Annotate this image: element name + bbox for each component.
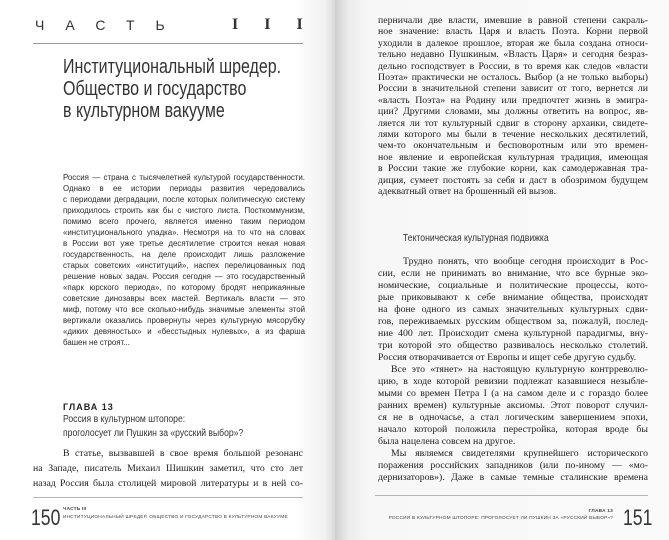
page-number: 151 [623, 505, 653, 530]
part-label: ЧАСТЬ [35, 17, 186, 33]
text-line: государственность, на деле происходит лишь разложение [63, 250, 305, 259]
footer-rule [33, 497, 303, 498]
text-line: гов, переживаемых русским обществом за, пожалуй, послед- [378, 316, 648, 327]
text-line: в России такие же глубокие корни, как самодержавная тра- [378, 163, 648, 175]
text-line: три которой это общество развивалось несколько столетий. [378, 340, 648, 351]
right-page [335, 0, 669, 540]
text-line: адекватный ответ на брошенный ей вызов. [378, 186, 557, 198]
chapter-body-text [33, 446, 303, 491]
section-body-text [378, 256, 648, 484]
text-line: советские динозавры всех мастей. Вертикаль власти — это [63, 294, 305, 303]
text-line: «институционального упадка». Несмотря на то что на словах [63, 228, 305, 237]
text-line: перничали две власти, имевшие в равной степени сакраль- [378, 15, 648, 26]
text-line: начало которой положила перестройка, которая вроде бы [378, 424, 648, 435]
text-line: на Западе, писатель Михаил Шишкин заметил, что сто лет [33, 463, 303, 474]
page-number: 150 [31, 505, 61, 530]
text-line: решение новых задач. Россия сегодня — это государственный [63, 272, 305, 281]
text-line: вертикали оказались провернуты через культурную мясорубку [63, 316, 305, 325]
text-line: Трудно понять, что вообще сегодня происходит в Рос- [403, 256, 648, 267]
text-line: ляется ли тот культурный сдвиг в сторону архаики, свидете- [378, 117, 648, 129]
text-line: Россия отворачивается от Европы и ищет себе другую судьбу. [378, 352, 637, 363]
text-line: рые приковывают к себе внимание общества, происходят [378, 292, 648, 303]
running-head-chapter: ГЛАВА 13 [588, 509, 613, 514]
text-line: мыми со времен Петра I (а на самом деле и с гораздо более [378, 388, 648, 399]
text-line: Мы являемся свидетелями крупнейшего исторического [391, 448, 648, 459]
text-line: России в значительной степени зависит от того, вернется ли [378, 83, 648, 95]
part-title [63, 56, 281, 122]
text-line: была нацелена совсем на другое. [378, 436, 516, 447]
text-line: уходили в далекое прошлое, вторая же была создана относи- [378, 37, 648, 49]
part-title-line: Институциональный шредер. [63, 56, 282, 78]
text-line: дельно господствует в России, в то время как следов «власти [378, 60, 648, 72]
chapter-label: ГЛАВА 13 [63, 402, 114, 412]
part-title-line: в культурном вакууме [63, 100, 225, 122]
section-subheading: Тектоническая культурная подвижка [403, 232, 549, 244]
text-line: «парк юрского периода», по которому бродят неприкаянные [63, 283, 305, 292]
text-line: чем-то окончательным и бесповоротным или это времен- [378, 140, 648, 152]
text-line: назад Россия была столицей мировой литературы и в ней со- [33, 478, 303, 489]
text-line: диция, сумеет постоять за себя и даст в обозримом будущем [378, 174, 648, 186]
text-line: ся не в одночасье, а стал логическим завершением эпохи, [378, 412, 648, 423]
text-line: Все это «тянет» на настоящую культурную контрреволю- [391, 364, 648, 375]
text-line: помимо всего прочего, является именно таким периодом [63, 217, 305, 226]
text-line: старых советских «институций», наспех перелицованных под [63, 261, 305, 270]
text-line: цию, в ходе которой ревизии подлежат казавшиеся незыбле- [378, 376, 648, 387]
text-line: приходилось строить как бы с чистого листа. Посткоммунизм, [63, 206, 305, 215]
text-line: «диких девяностых» и «бесстыдных нулевых», а из фарша [63, 327, 305, 336]
text-line: «власть Поэта» на Родину или предпочтет жизнь в эмигра- [378, 94, 648, 106]
text-line: номические, социальные и политические процессы, кото- [378, 280, 648, 291]
text-line: Поэта» практически не осталось. Выбор (а не только выборы) [378, 72, 648, 84]
header-rule [33, 43, 303, 44]
part-number: III [232, 16, 329, 33]
running-head-part: ЧАСТЬ III [63, 507, 87, 512]
text-line: поражения российских западников (или по-иному — «мо- [378, 460, 648, 471]
text-line: сии, если не принимать во внимание, что все бурные эко- [378, 268, 648, 279]
text-line: Однако в ее истории периоды развития чередовались [63, 184, 305, 193]
text-line: ное значение: власть Царя и власть Поэта. Корни первой [378, 26, 648, 38]
part-introduction [63, 172, 305, 348]
text-line: на фоне одного из самых значительных культурных сдви- [378, 304, 648, 315]
text-line: лями которого мы были в течение нескольких десятилетий, [378, 129, 648, 141]
text-line: ранних времен) культурные аксиомы. Этот поворот случил- [378, 400, 648, 411]
text-line: с периодами деградации, после которых политическую систему [63, 195, 305, 204]
running-head-title: РОССИЯ В КУЛЬТУРНОМ ШТОПОРЕ: ПРОГОЛОСУЕТ ЛИ ПУШКИН ЗА «РУССКИЙ ВЫБОР»? [388, 516, 613, 521]
chapter-title-line: Россия в культурном штопоре: [63, 414, 186, 425]
text-line: ное явление и европейская культурная традиция, имеющая [378, 151, 648, 163]
text-line: тельно недавно Пушкиным. «Власть Царя» и сегодня безраз- [378, 49, 648, 61]
text-line: башен не строят... [63, 338, 130, 347]
chapter-title [63, 413, 243, 441]
chapter-title-line: проголосует ли Пушкин за «русский выбор»? [63, 428, 244, 439]
text-line: Россия — страна с тысячелетней культурой государственности. [63, 173, 305, 182]
text-line: ции? Другими словами, мы должны ответить на вопрос, яв- [378, 106, 648, 118]
text-line: миф, потому что все сколько-нибудь значимые элементы этой [63, 305, 305, 314]
text-line: в России вот уже третье десятилетие строится некая новая [63, 239, 305, 248]
footer-rule [375, 495, 648, 496]
text-line: дернизаторов»). Даже в самые темные сталинские времена [378, 472, 648, 483]
text-line: В статье, вызвавшей в свое время большой резонанс [63, 448, 303, 459]
body-text-continued [378, 15, 648, 198]
running-head-title: ИНСТИТУЦИОНАЛЬНЫЙ ШРЕДЕР. ОБЩЕСТВО И ГОСУДАРСТВО В КУЛЬТУРНОМ ВАКУУМЕ [63, 515, 288, 520]
text-line: ние 400 лет. Происходит смена культурной парадигмы, вну- [378, 328, 648, 339]
part-title-line: Общество и государство [63, 78, 247, 100]
